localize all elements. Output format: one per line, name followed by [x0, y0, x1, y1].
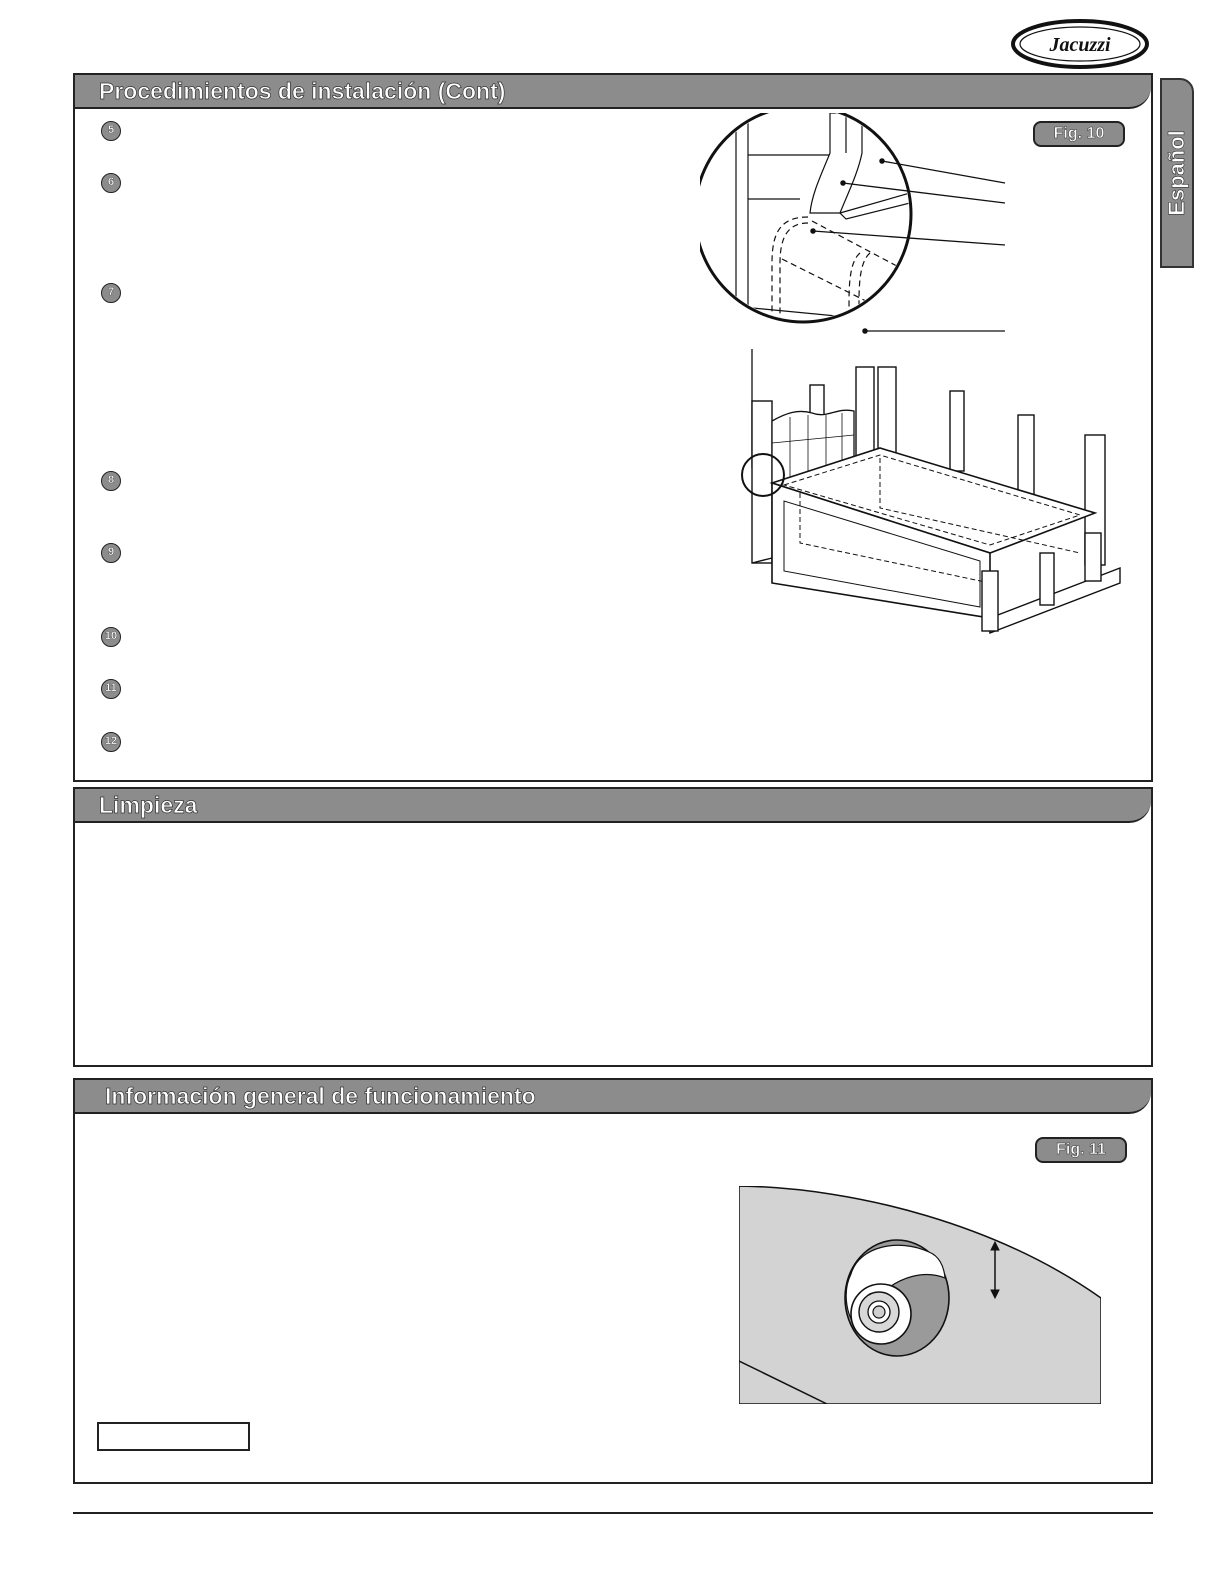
installation-section: [73, 73, 1153, 782]
operation-section-header: [75, 1080, 1151, 1114]
language-tab: [1160, 78, 1194, 268]
cleaning-section-header: [75, 789, 1151, 823]
bathtub-frame-illustration: [700, 113, 1145, 713]
step-badge-7: 7: [101, 283, 121, 303]
footer-rule: [73, 1512, 1153, 1514]
jet-nozzle-illustration: [739, 1186, 1101, 1404]
installation-section-header: [75, 75, 1151, 109]
operation-section-title: Información general de funcionamiento: [105, 1083, 536, 1109]
step-badge-12: 12: [101, 732, 121, 752]
step-badge-6: 6: [101, 173, 121, 193]
installation-section-title: Procedimientos de instalación (Cont): [99, 78, 506, 104]
cleaning-section: [73, 787, 1153, 1067]
step-badge-9: 9: [101, 543, 121, 563]
figure-10-label: Fig. 10: [1033, 121, 1125, 147]
operation-section: [73, 1078, 1153, 1484]
cleaning-section-title: Limpieza: [99, 792, 198, 818]
language-tab-label: Español: [1164, 130, 1189, 216]
step-badge-5: 5: [101, 121, 121, 141]
step-badge-11: 11: [101, 679, 121, 699]
note-box: [97, 1422, 250, 1451]
svg-text:Jacuzzi: Jacuzzi: [1049, 34, 1111, 56]
jacuzzi-logo: [1010, 18, 1150, 70]
step-badge-10: 10: [101, 627, 121, 647]
step-badge-8: 8: [101, 471, 121, 491]
figure-11-label: Fig. 11: [1035, 1137, 1127, 1163]
